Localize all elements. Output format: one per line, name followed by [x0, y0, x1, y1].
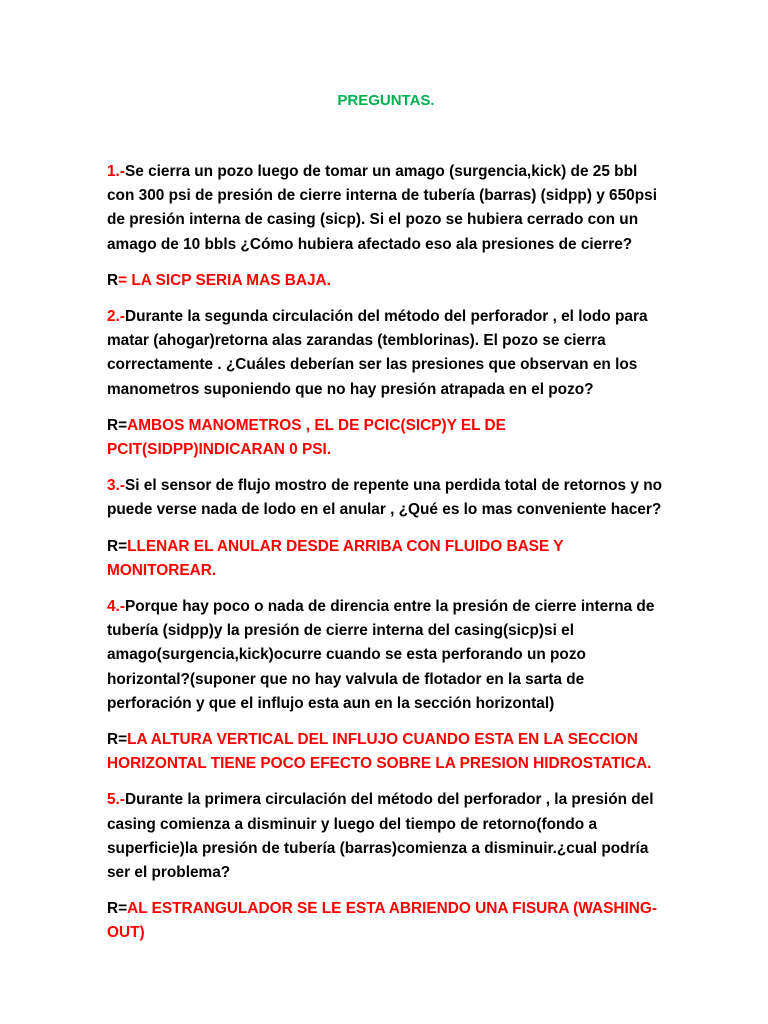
answer-text: AMBOS MANOMETROS , EL DE PCIC(SICP)Y EL DE PCIT(SIDPP)INDICARAN 0 PSI.: [107, 416, 506, 459]
answer-1: [107, 269, 667, 293]
answer-text: = LA SICP SERIA MAS BAJA.: [118, 271, 331, 289]
question-2: [107, 305, 667, 402]
question-3: [107, 474, 667, 522]
question-text: Durante la segunda circulación del método del perforador , el lodo para matar (ahogar)retorna alas zarandas (temblorinas). El pozo se cierra correctamente . ¿Cuáles deberían ser las presiones que observan en los manometros suponiendo que no hay presión atrapada en el pozo?: [107, 308, 648, 398]
answer-4: [107, 728, 667, 776]
question-text: Si el sensor de flujo mostro de repente una perdida total de retornos y no puede verse nada de lodo en el anular , ¿Qué es lo mas conveniente hacer?: [107, 477, 663, 519]
question-4: [107, 595, 667, 716]
question-text: Durante la primera circulación del método del perforador , la presión del casing comienza a disminuir y luego del tiempo de retorno(fondo a superficie)la presión de tubería (barras)comienza a disminuir.¿cual podría ser el problema?: [107, 791, 654, 882]
answer-text: LA ALTURA VERTICAL DEL INFLUJO CUANDO ESTA EN LA SECCION HORIZONTAL TIENE POCO EFECTO SOBRE LA PRESION HIDROSTATICA.: [107, 731, 652, 773]
answer-prefix: R=: [107, 900, 128, 918]
question-number: 4.-: [107, 598, 125, 616]
answer-prefix: R=: [107, 731, 128, 749]
answer-3: [107, 535, 667, 583]
question-number: 5.-: [107, 791, 125, 809]
questions-list: [107, 160, 667, 958]
question-5: [107, 788, 667, 885]
question-number: 1.-: [107, 163, 125, 180]
question-number: 3.-: [107, 477, 125, 495]
answer-2: [107, 414, 667, 462]
question-text: Se cierra un pozo luego de tomar un amago (surgencia,kick) de 25 bbl con 300 psi de presión de cierre interna de tubería (barras) (sidpp) y 650psi de presión interna de casing (sicp). Si el pozo se hubiera cerrado con un amago de 10 bbls ¿Cómo hubiera afectado eso ala presiones de cierre?: [107, 163, 657, 253]
question-1: [107, 160, 667, 257]
answer-prefix: R: [107, 271, 119, 289]
answer-text: AL ESTRANGULADOR SE LE ESTA ABRIENDO UNA FISURA (WASHING-OUT): [107, 900, 657, 942]
answer-prefix: R=: [107, 416, 128, 434]
question-text: Porque hay poco o nada de direncia entre la presión de cierre interna de tubería (sidpp)y la presión de cierre interna del casing(sicp)si el amago(surgencia,kick)ocurre cuando se esta perforando un pozo horizontal?(suponer que no hay valvula de flotador en la sarta de perforación y que el influjo esta aun en la sección horizontal): [107, 598, 655, 712]
question-number: 2.-: [107, 308, 125, 326]
answer-text: LLENAR EL ANULAR DESDE ARRIBA CON FLUIDO BASE Y MONITOREAR.: [107, 537, 564, 579]
page-title: PREGUNTAS.: [337, 92, 435, 109]
answer-prefix: R=: [107, 537, 128, 555]
answer-5: [107, 897, 667, 945]
